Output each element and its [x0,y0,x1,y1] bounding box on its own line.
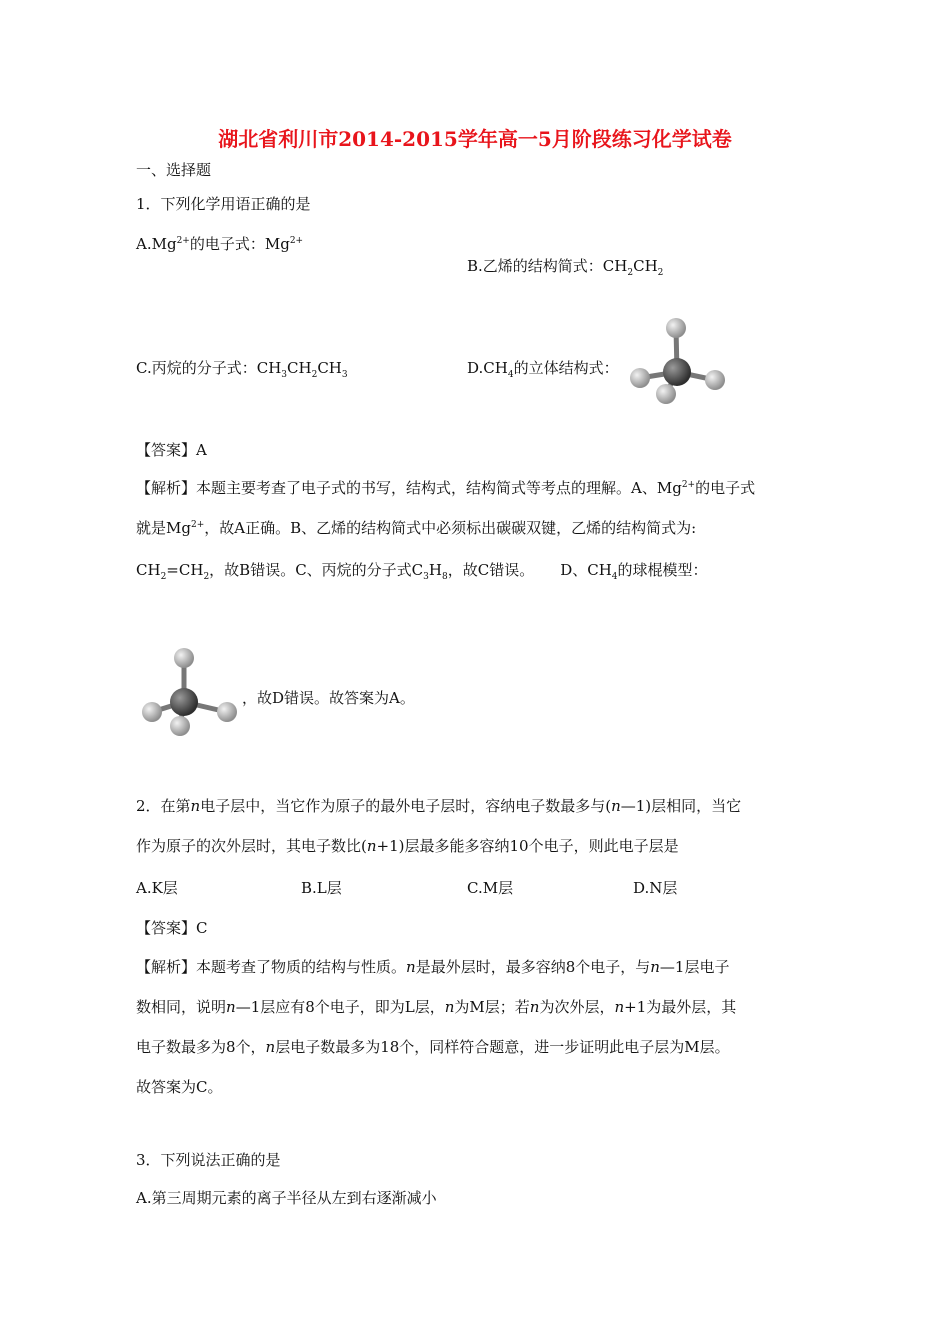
sub: 2 [627,268,634,278]
text: 为M层；若 [454,998,530,1016]
text: A.Mg [136,235,177,253]
q1-stem: 1．下列化学用语正确的是 [136,195,311,213]
methane-ball-stick-model-image [626,316,732,406]
sub: 2 [311,370,318,380]
text: —1层电子 [659,958,730,976]
q1-explanation-line4: ，故D错误。故答案为A。 [242,689,415,707]
sub: 2 [160,572,167,582]
italic-n: n [611,797,621,815]
text: CH [136,561,161,579]
text: H [428,561,442,579]
text: 【解析】本题主要考查了电子式的书写，结构式，结构简式等考点的理解。A、Mg [136,479,682,497]
q2-explanation-line2 [136,997,736,1017]
text: 层电子数最多为18个，同样符合题意，进一步证明此电子层为M层。 [275,1038,730,1056]
q3-option-a: A.第三周期元素的离子半径从左到右逐渐减小 [136,1189,437,1207]
q1-answer: 【答案】A [136,441,207,459]
text: —1)层相同，当它 [620,797,742,815]
text: 就是Mg [136,519,191,537]
text: 电子数最多为8个， [136,1038,266,1056]
text: 作为原子的次外层时，其电子数比( [136,837,367,855]
q2-option-b: B.L层 [301,879,342,897]
text: ，故C错误。 [447,561,535,579]
q2-stem-line2 [136,836,679,856]
sup: 2+ [176,236,190,246]
text: 的电子式：Mg [189,235,290,253]
text: 【解析】本题考查了物质的结构与性质。 [136,958,407,976]
italic-n: n [529,998,540,1016]
text: +1为最外层，其 [624,998,737,1016]
italic-n: n [366,837,377,855]
q2-option-c: C.M层 [467,879,514,897]
sup: 2+ [289,236,304,246]
q2-explanation-line3 [136,1037,730,1057]
text: CH [317,359,342,377]
italic-n: n [265,1038,276,1056]
q1-explanation-line1 [136,478,755,498]
text: CH [633,257,658,275]
text: 的立体结构式： [513,359,619,377]
q1-explanation-line2 [136,518,696,538]
q2-explanation-line4: 故答案为C。 [136,1078,223,1096]
sup: 2+ [681,480,696,490]
text: CH [287,359,312,377]
q1-option-d [467,358,619,378]
sup: 2+ [190,520,205,530]
text: C.丙烷的分子式：CH [136,359,282,377]
text: 的球棍模型： [617,561,708,579]
italic-n: n [190,797,201,815]
q1-option-c [136,358,348,378]
italic-n: n [406,958,416,976]
sub: 3 [281,370,288,380]
sub: 2 [657,268,664,278]
q1-option-a [136,234,303,254]
text: +1)层最多能多容纳10个电子，则此电子层是 [376,837,679,855]
page-title: 湖北省利川市2014-2015学年高一5月阶段练习化学试卷 [218,127,732,151]
sub: 3 [423,572,429,582]
italic-n: n [444,998,455,1016]
q2-option-a: A.K层 [136,879,178,897]
text: =CH [166,561,204,579]
text: —1层应有8个电子，即为L层， [235,998,445,1016]
italic-n: n [650,958,660,976]
methane-ball-stick-model-image [136,646,242,738]
text: 是最外层时，最多容纳8个电子，与 [415,958,651,976]
text: 2．在第 [136,797,191,815]
text: ，故B错误。C、丙烷的分子式C [209,561,424,579]
q2-stem-line1 [136,796,741,816]
text: D、CH [560,561,612,579]
text: 数相同，说明 [136,998,227,1016]
text: 为次外层， [539,998,615,1016]
q2-option-d: D.N层 [633,879,678,897]
text: B.乙烯的结构简式：CH [467,257,628,275]
text: ，故A正确。B、乙烯的结构简式中必须标出碳碳双键，乙烯的结构简式为: [204,519,697,537]
text: D.CH [467,359,508,377]
sub: 4 [507,370,514,380]
italic-n: n [226,998,236,1016]
q3-stem: 3．下列说法正确的是 [136,1151,281,1169]
section-heading: 一、选择题 [136,161,212,179]
sub: 3 [341,370,348,380]
q2-answer: 【答案】C [136,919,208,937]
text: 电子层中，当它作为原子的最外电子层时，容纳电子数最多与( [200,797,612,815]
italic-n: n [614,998,625,1016]
q2-explanation-line1 [136,957,729,977]
sub: 2 [203,572,210,582]
text: 的电子式 [695,479,756,497]
q1-explanation-line3 [136,560,708,580]
sub: 8 [441,572,448,582]
q1-option-b [467,256,663,276]
sub: 4 [611,572,618,582]
